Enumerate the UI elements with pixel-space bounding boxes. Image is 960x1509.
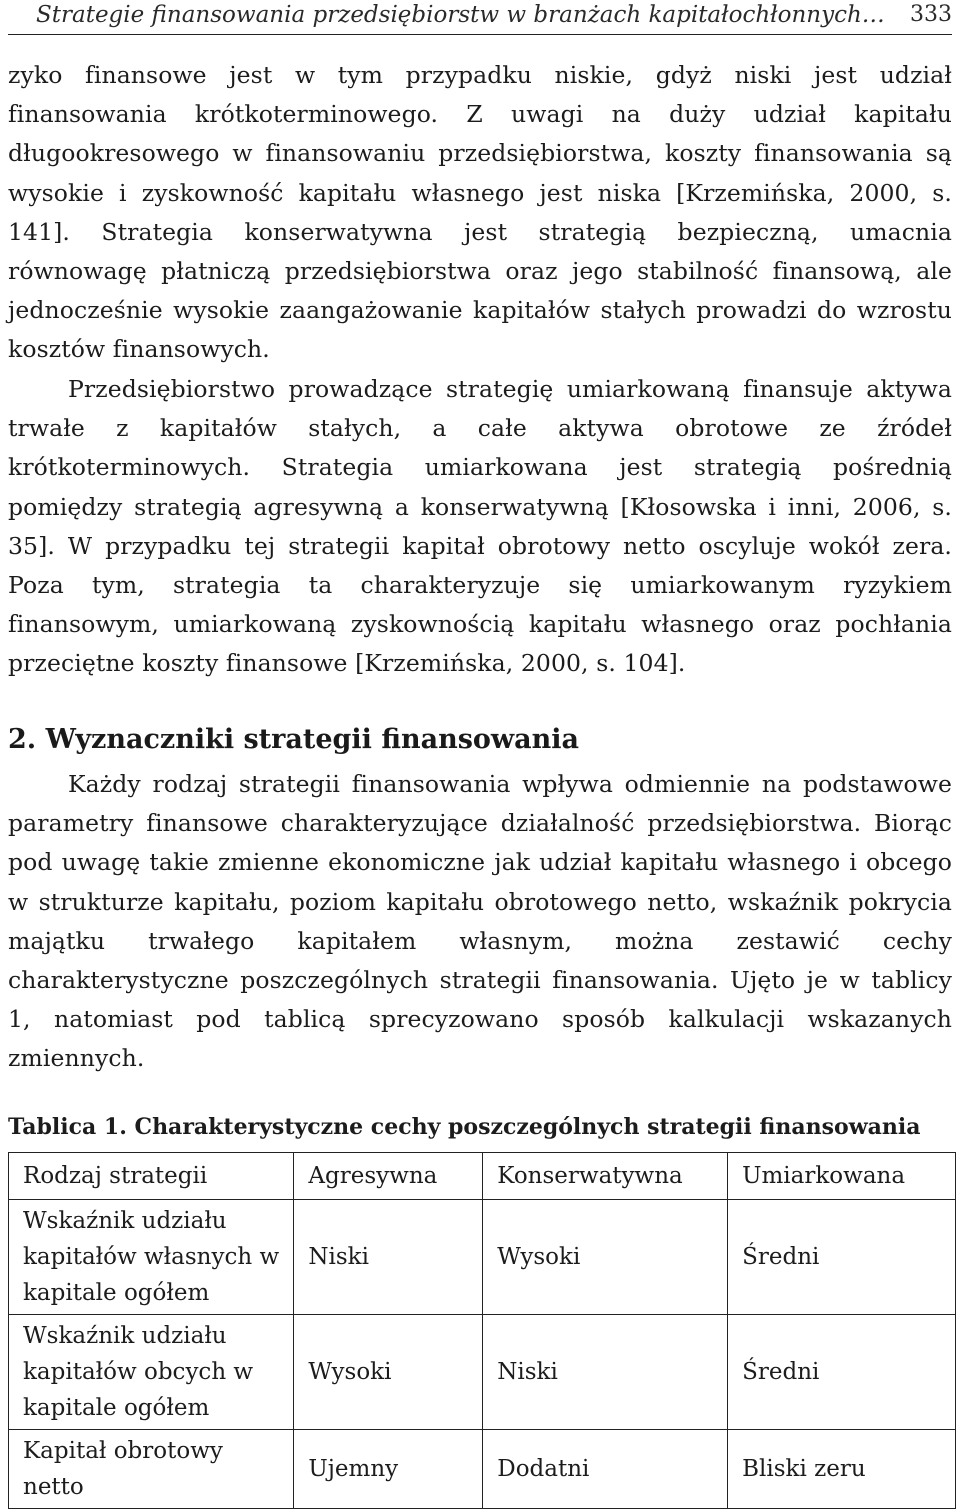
table-row-label: Wskaźnik udziału kapitałów obcych w kapitale ogółem bbox=[9, 1315, 294, 1430]
table-header-cell: Konserwatywna bbox=[483, 1153, 728, 1200]
paragraph-text: zyko finansowe jest w tym przypadku niskie, gdyż niski jest udział finansowania krótkoterminowego. Z uwagi na duży udział kapitału długookresowego w finansowaniu przedsiębiorstwa, koszty finansowania są wysokie i zyskowność kapitału własnego jest niska [Krzemińska, 2000, s. 141]. Strategia konserwatywna jest strategią bezpieczną, umacnia równowagę płatniczą przedsiębiorstwa oraz jego stabilność finansową, ale jednocześnie wysokie zaangażowanie kapitałów stałych prowadzi do wzrostu kosztów finansowych. bbox=[8, 61, 952, 364]
body-paragraph-3 bbox=[8, 765, 952, 1079]
section-heading: 2. Wyznaczniki strategii finansowania bbox=[8, 724, 580, 755]
paragraph-text: Przedsiębiorstwo prowadzące strategię umiarkowaną finansuje aktywa trwałe z kapitałów stałych, a całe aktywa obrotowe ze źródeł krótkoterminowych. Strategia umiarkowana jest strategią pośrednią pomiędzy strategią agresywną a konserwatywną [Kłosowska i inni, 2006, s. 35]. W przypadku tej strategii kapitał obrotowy netto oscyluje wokół zera. Poza tym, strategia ta charakteryzuje się umiarkowanym ryzykiem finansowym, umiarkowaną zyskownością kapitału własnego oraz pochłania przeciętne koszty finansowe [Krzemińska, 2000, s. 104]. bbox=[8, 375, 952, 678]
running-header bbox=[8, 0, 952, 35]
table-header-row bbox=[9, 1153, 956, 1200]
running-title: Strategie finansowania przedsiębiorstw w branżach kapitałochłonnych… bbox=[36, 2, 885, 28]
table-caption: Tablica 1. Charakterystyczne cechy poszczególnych strategii finansowania bbox=[8, 1114, 921, 1140]
paragraph-text: Każdy rodzaj strategii finansowania wpływa odmiennie na podstawowe parametry finansowe charakteryzujące działalność przedsiębiorstwa. Biorąc pod uwagę takie zmienne ekonomiczne jak udział kapitału własnego i obcego w strukturze kapitału, poziom kapitału obrotowego netto, wskaźnik pokrycia majątku trwałego kapitałem własnym, można zestawić cechy charakterystyczne poszczególnych strategii finansowania. Ujęto je w tablicy 1, natomiast pod tablicą sprecyzowano sposób kalkulacji wskazanych zmiennych. bbox=[8, 770, 952, 1073]
table-row bbox=[9, 1315, 956, 1430]
table-cell: Bliski zeru bbox=[728, 1430, 956, 1509]
strategy-characteristics-table bbox=[8, 1152, 956, 1509]
table-row-label: Wskaźnik udziału kapitałów własnych w kapitale ogółem bbox=[9, 1200, 294, 1315]
table-row bbox=[9, 1430, 956, 1509]
table-cell: Ujemny bbox=[294, 1430, 483, 1509]
table-cell: Niski bbox=[294, 1200, 483, 1315]
table-cell: Średni bbox=[728, 1315, 956, 1430]
table-row-label: Kapitał obrotowy netto bbox=[9, 1430, 294, 1509]
table-cell: Średni bbox=[728, 1200, 956, 1315]
table-header-cell: Umiarkowana bbox=[728, 1153, 956, 1200]
table-header-cell: Rodzaj strategii bbox=[9, 1153, 294, 1200]
table-cell: Wysoki bbox=[483, 1200, 728, 1315]
page-number: 333 bbox=[910, 2, 952, 27]
body-paragraph-2 bbox=[8, 370, 952, 684]
table-cell: Wysoki bbox=[294, 1315, 483, 1430]
table-cell: Niski bbox=[483, 1315, 728, 1430]
table-header-cell: Agresywna bbox=[294, 1153, 483, 1200]
table-row bbox=[9, 1200, 956, 1315]
body-paragraph-1 bbox=[8, 56, 952, 370]
table-cell: Dodatni bbox=[483, 1430, 728, 1509]
